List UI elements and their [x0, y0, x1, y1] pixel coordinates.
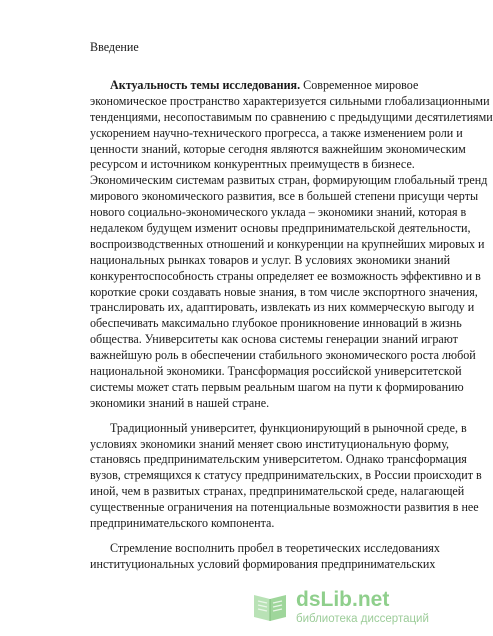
- text-line: Экономическим системам развитых стран, формирующим глобальный тренд: [90, 173, 488, 188]
- text-line: системы может стать первым реальным шагом на пути к формированию: [90, 379, 464, 394]
- text-line: вузов, стремящихся к статусу предпринимательских, в России происходит в: [90, 468, 482, 483]
- paragraph-aspiration: [90, 540, 440, 573]
- text-line: мирового экономического развития, все в большей степени присущи черты: [90, 189, 479, 204]
- text-line: существенные ограничения на потенциальные возможности развития в нее: [90, 500, 479, 515]
- dslib-logo-icon: [250, 590, 290, 624]
- text-line: конкурентоспособность страны определяет ее возможность эффективно и в: [90, 268, 481, 283]
- lead-bold-text: Актуальность темы исследования.: [110, 78, 301, 92]
- text-line: недалеком будущем изменит основы предпринимательской деятельности,: [90, 221, 471, 236]
- text-line: Традиционный университет, функционирующий в рыночной среде, в: [110, 420, 467, 435]
- text-line: институциональных условий формирования предпринимательских: [90, 556, 436, 571]
- text-line: национальной экономики. Трансформация российской университетской: [90, 364, 462, 379]
- text-line: условиях экономики знаний меняет свою институциональную форму,: [90, 436, 450, 451]
- text-line: Стремление восполнить пробел в теоретических исследованиях: [110, 540, 440, 555]
- paragraph-traditional-university: [90, 420, 482, 532]
- watermark-subtitle: библиотека диссертаций: [296, 613, 429, 625]
- watermark-brand: dsLib.net: [296, 588, 390, 611]
- text-line: ускорением научно-технического прогресса, а также изменением роли и: [90, 125, 463, 140]
- text-line: становясь предпринимательским университетом. Однако трансформация: [90, 452, 467, 467]
- paragraph-relevance: [90, 78, 493, 412]
- text-line: нового социально-экономического уклада – экономики знаний, которая в: [90, 205, 467, 220]
- text-line: короткие сроки создавать новые знания, в том числе экспортного значения,: [90, 284, 478, 299]
- text-line: предпринимательского компонента.: [90, 516, 275, 531]
- text-line: иной, чем в развитых странах, предпринимательской среде, налагающей: [90, 484, 465, 499]
- dslib-watermark: [250, 588, 440, 630]
- text-line: ценности знаний, которые сегодня являются важнейшим экономическим: [90, 141, 466, 156]
- section-heading: Введение: [90, 40, 139, 54]
- line-text: Современное мировое: [303, 78, 419, 92]
- text-line: [90, 78, 419, 94]
- text-line: экономики знаний в нашей стране.: [90, 395, 270, 410]
- text-line: ресурсом и источником конкурентных преимуществ в бизнесе.: [90, 157, 415, 172]
- text-line: обеспечивать максимально глубокое проникновение инноваций в жизнь: [90, 316, 462, 331]
- text-line: транслировать их, адаптировать, извлекать из них коммерческую выгоду и: [90, 300, 475, 315]
- document-body: [90, 78, 493, 582]
- text-line: воспроизводственных отношений и конкуренции на крупнейших мировых и: [90, 236, 485, 251]
- text-line: экономическое пространство характеризуется сильными глобализационными: [90, 93, 490, 108]
- text-line: национальных рынках товаров и услуг. В условиях экономики знаний: [90, 252, 451, 267]
- text-line: тенденциями, несопоставимым по сравнению с предыдущими десятилетиями: [90, 109, 493, 124]
- text-line: общества. Университеты как основа системы генерации знаний играют: [90, 332, 458, 347]
- text-line: важнейшую роль в обеспечении стабильного экономического роста любой: [90, 348, 476, 363]
